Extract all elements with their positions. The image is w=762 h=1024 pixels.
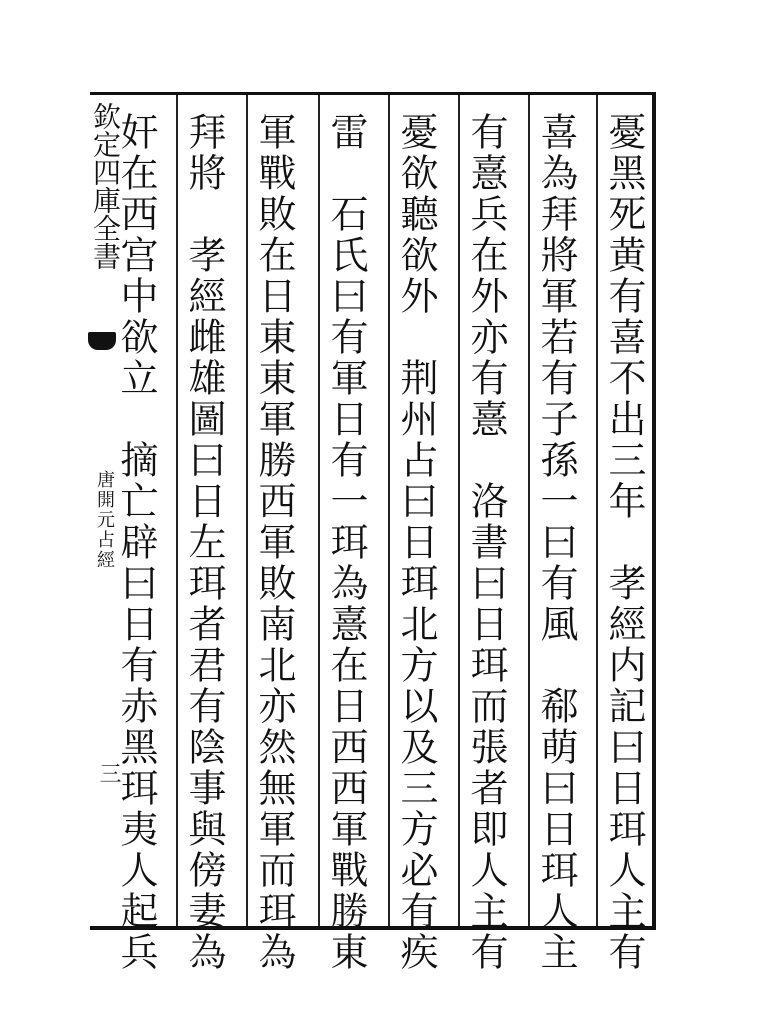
column-rule — [318, 95, 320, 926]
text-column: 喜為拜將軍若有子孫一曰有風 郗萌曰日珥人主 — [534, 112, 578, 973]
column-rule — [458, 95, 460, 926]
column-rule — [246, 95, 248, 926]
column-rule — [596, 95, 598, 926]
column-rule — [388, 95, 390, 926]
text-column: 憂黑死黄有喜不出三年 孝經内記曰日珥人主有 — [602, 112, 646, 973]
text-column: 憂欲聽欲外 荆州占曰日珥北方以及三方必有疾 — [394, 112, 438, 973]
text-column: 有憙兵在外亦有憙 洛書曰日珥而張者即人主有 — [464, 112, 508, 973]
text-column: 拜將 孝經雌雄圖曰日左珥者君有陰事與傍妻為 — [182, 112, 226, 973]
page-number: 三 — [96, 762, 121, 784]
text-column: 雷 石氏曰有軍日有一珥為憙在日西西軍戰勝東 — [324, 112, 368, 973]
section-title: 唐開元占經 — [94, 470, 115, 570]
text-column: 軍戰敗在日東東軍勝西軍敗南北亦然無軍而珥為 — [252, 112, 296, 973]
text-column: 奸在西宫中欲立 摘亡辟曰日有赤黑珥夷人起兵 — [114, 112, 158, 973]
column-rule — [528, 95, 530, 926]
book-title: 欽定四庫全書 — [89, 102, 122, 270]
column-rule — [176, 95, 178, 926]
